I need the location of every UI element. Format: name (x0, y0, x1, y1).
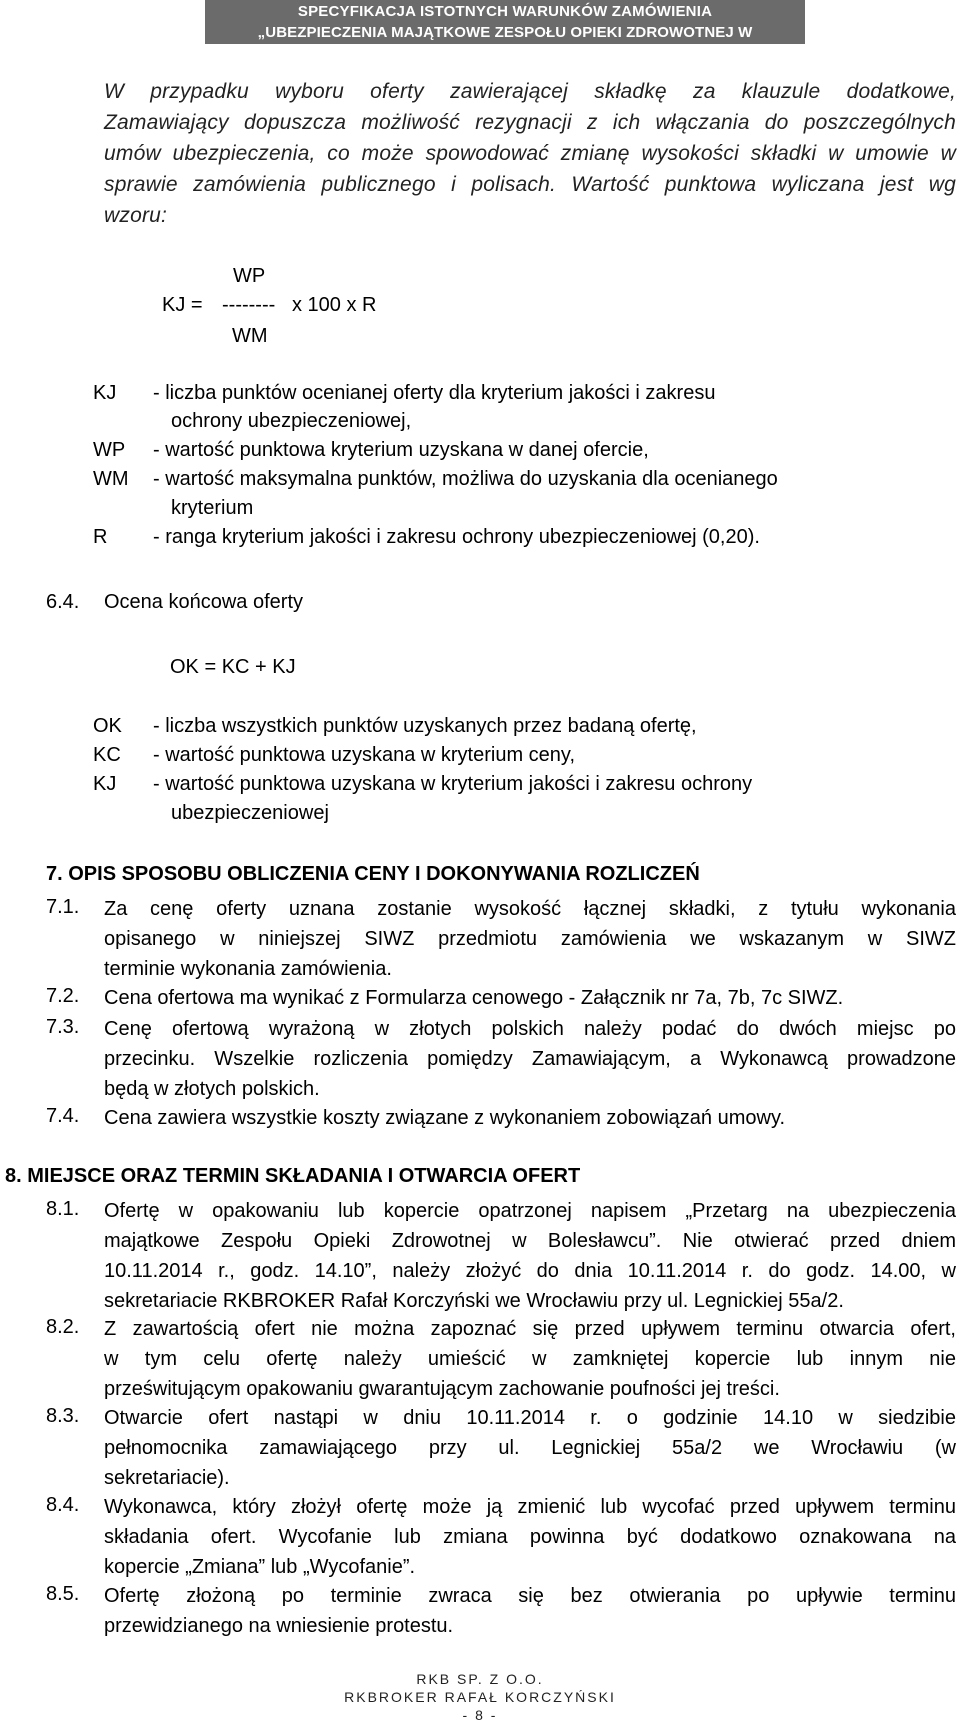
item-number: 8.2. (46, 1316, 80, 1338)
legend-desc: - ranga kryterium jakości i zakresu ochrony ubezpieczeniowej (0,20). (153, 526, 760, 548)
header-line-1: SPECYFIKACJA ISTOTNYCH WARUNKÓW ZAMÓWIENIA (297, 3, 713, 20)
section-6-4-number: 6.4. (46, 591, 80, 613)
section-7-heading: 7. OPIS SPOSOBU OBLICZENIA CENY I DOKONYWANIA ROZLICZEŃ (46, 863, 700, 885)
intro-line: Zamawiający dopuszcza możliwość rezygnacji z ich włączania do poszczególnych (104, 111, 956, 134)
formula-ok: OK = KC + KJ (170, 656, 296, 678)
item-number: 7.1. (46, 896, 80, 918)
intro-line: W przypadku wyboru oferty zawierającej składkę za klauzule dodatkowe, (104, 80, 956, 103)
legend-desc: - wartość punktowa uzyskana w kryterium jakości i zakresu ochrony (153, 773, 753, 795)
intro-paragraph (104, 76, 956, 231)
item-text: Ofertę złożoną po terminie zwraca się bez otwierania po upływie terminu przewidzianego na wniesienie protestu. (104, 1585, 956, 1637)
legend-desc: - liczba wszystkich punktów uzyskanych przez badaną ofertę, (153, 715, 697, 737)
item-number: 8.5. (46, 1583, 80, 1605)
legend-desc-cont: kryterium (171, 497, 254, 519)
document-header (205, 0, 805, 60)
legend-desc-cont: ochrony ubezpieczeniowej, (171, 410, 412, 432)
footer-broker: RKBROKER RAFAŁ KORCZYŃSKI (344, 1689, 616, 1705)
legend-term: OK (93, 715, 122, 737)
section-6-4-title: Ocena końcowa oferty (104, 591, 303, 613)
item-number: 8.4. (46, 1494, 80, 1516)
item-text: Cena ofertowa ma wynikać z Formularza cenowego - Załącznik nr 7a, 7b, 7c SIWZ. (104, 987, 844, 1009)
item-text: Za cenę oferty uznana zostanie wysokość łącznej składki, z tytułu wykonania opisanego w niniejszej SIWZ przedmiotu zamówienia we wskazanym w SIWZ terminie wykonania zamówienia. (104, 898, 956, 980)
page-number: - 8 - (462, 1707, 498, 1723)
legend-term: WP (93, 439, 126, 461)
legend-desc-cont: ubezpieczeniowej (171, 802, 329, 824)
legend-term: WM (93, 468, 129, 490)
header-line-2: „UBEZPIECZENIA MAJĄTKOWE ZESPOŁU OPIEKI ZDROWOTNEJ W BOLESŁAWCU” (257, 24, 753, 60)
formula-kj-fraction-bar: -------- (222, 294, 276, 316)
formula-kj-denominator: WM (232, 325, 268, 347)
item-text: Wykonawca, który złożył ofertę może ją zmienić lub wycofać przed upływem terminu składania ofert. Wycofanie lub zmiana powinna być dodatkowo oznakowana na kopercie „Zmiana” lub „Wycofanie”. (104, 1496, 956, 1578)
legend-term: KC (93, 744, 121, 766)
legend-desc: - liczba punktów ocenianej oferty dla kryterium jakości i zakresu (153, 382, 716, 404)
section-8-heading: 8. MIEJSCE ORAZ TERMIN SKŁADANIA I OTWARCIA OFERT (5, 1165, 581, 1187)
intro-line: sprawie zamówienia publicznego i polisach. Wartość punktowa wyliczana jest wg (104, 173, 956, 196)
item-text: Ofertę w opakowaniu lub kopercie opatrzonej napisem „Przetarg na ubezpieczenia majątkowe Zespołu Opieki Zdrowotnej w Bolesławcu”. Nie otwierać przed dniem 10.11.2014 r., godz. 14.10”, należy złożyć do dnia 10.11.2014 r. do godz. 14.00, w sekretariacie RKBROKER Rafał Korczyński we Wrocławiu przy ul. Legnickiej 55a/2. (104, 1200, 956, 1312)
intro-line: umów ubezpieczenia, co może spowodować zmianę wysokości składki w umowie w (104, 142, 956, 165)
item-number: 7.2. (46, 985, 80, 1007)
legend-term: R (93, 526, 108, 548)
item-number: 8.3. (46, 1405, 80, 1427)
item-number: 8.1. (46, 1198, 80, 1220)
footer-company: RKB SP. Z O.O. (416, 1671, 544, 1687)
formula-kj-rhs: x 100 x R (292, 294, 377, 316)
item-text: Cena zawiera wszystkie koszty związane z wykonaniem zobowiązań umowy. (104, 1107, 786, 1129)
item-text: Z zawartością ofert nie można zapoznać się przed upływem terminu otwarcia ofert, w tym celu ofertę należy umieścić w zamkniętej kopercie lub innym nie prześwitującym opakowaniu gwarantującym zachowanie poufności jej treści. (104, 1318, 956, 1400)
legend-desc: - wartość maksymalna punktów, możliwa do uzyskania dla ocenianego (153, 468, 778, 490)
item-text: Cenę ofertową wyrażoną w złotych polskich należy podać do dwóch miejsc po przecinku. Wszelkie rozliczenia pomiędzy Zamawiającym, a Wykonawcą prowadzone będą w złotych polskich. (104, 1018, 956, 1100)
legend-desc: - wartość punktowa uzyskana w kryterium ceny, (153, 744, 576, 766)
item-number: 7.4. (46, 1105, 80, 1127)
item-text: Otwarcie ofert nastąpi w dniu 10.11.2014 r. o godzinie 14.10 w siedzibie pełnomocnika zamawiającego przy ul. Legnickiej 55a/2 we Wrocławiu (w sekretariacie). (104, 1407, 956, 1489)
formula-kj-numerator: WP (233, 265, 266, 287)
legend-term: KJ (93, 773, 117, 795)
legend-desc: - wartość punktowa kryterium uzyskana w danej ofercie, (153, 439, 649, 461)
legend-term: KJ (93, 382, 117, 404)
intro-line: wzoru: (104, 204, 168, 227)
formula-kj-lhs: KJ = (162, 294, 203, 316)
item-number: 7.3. (46, 1016, 80, 1038)
